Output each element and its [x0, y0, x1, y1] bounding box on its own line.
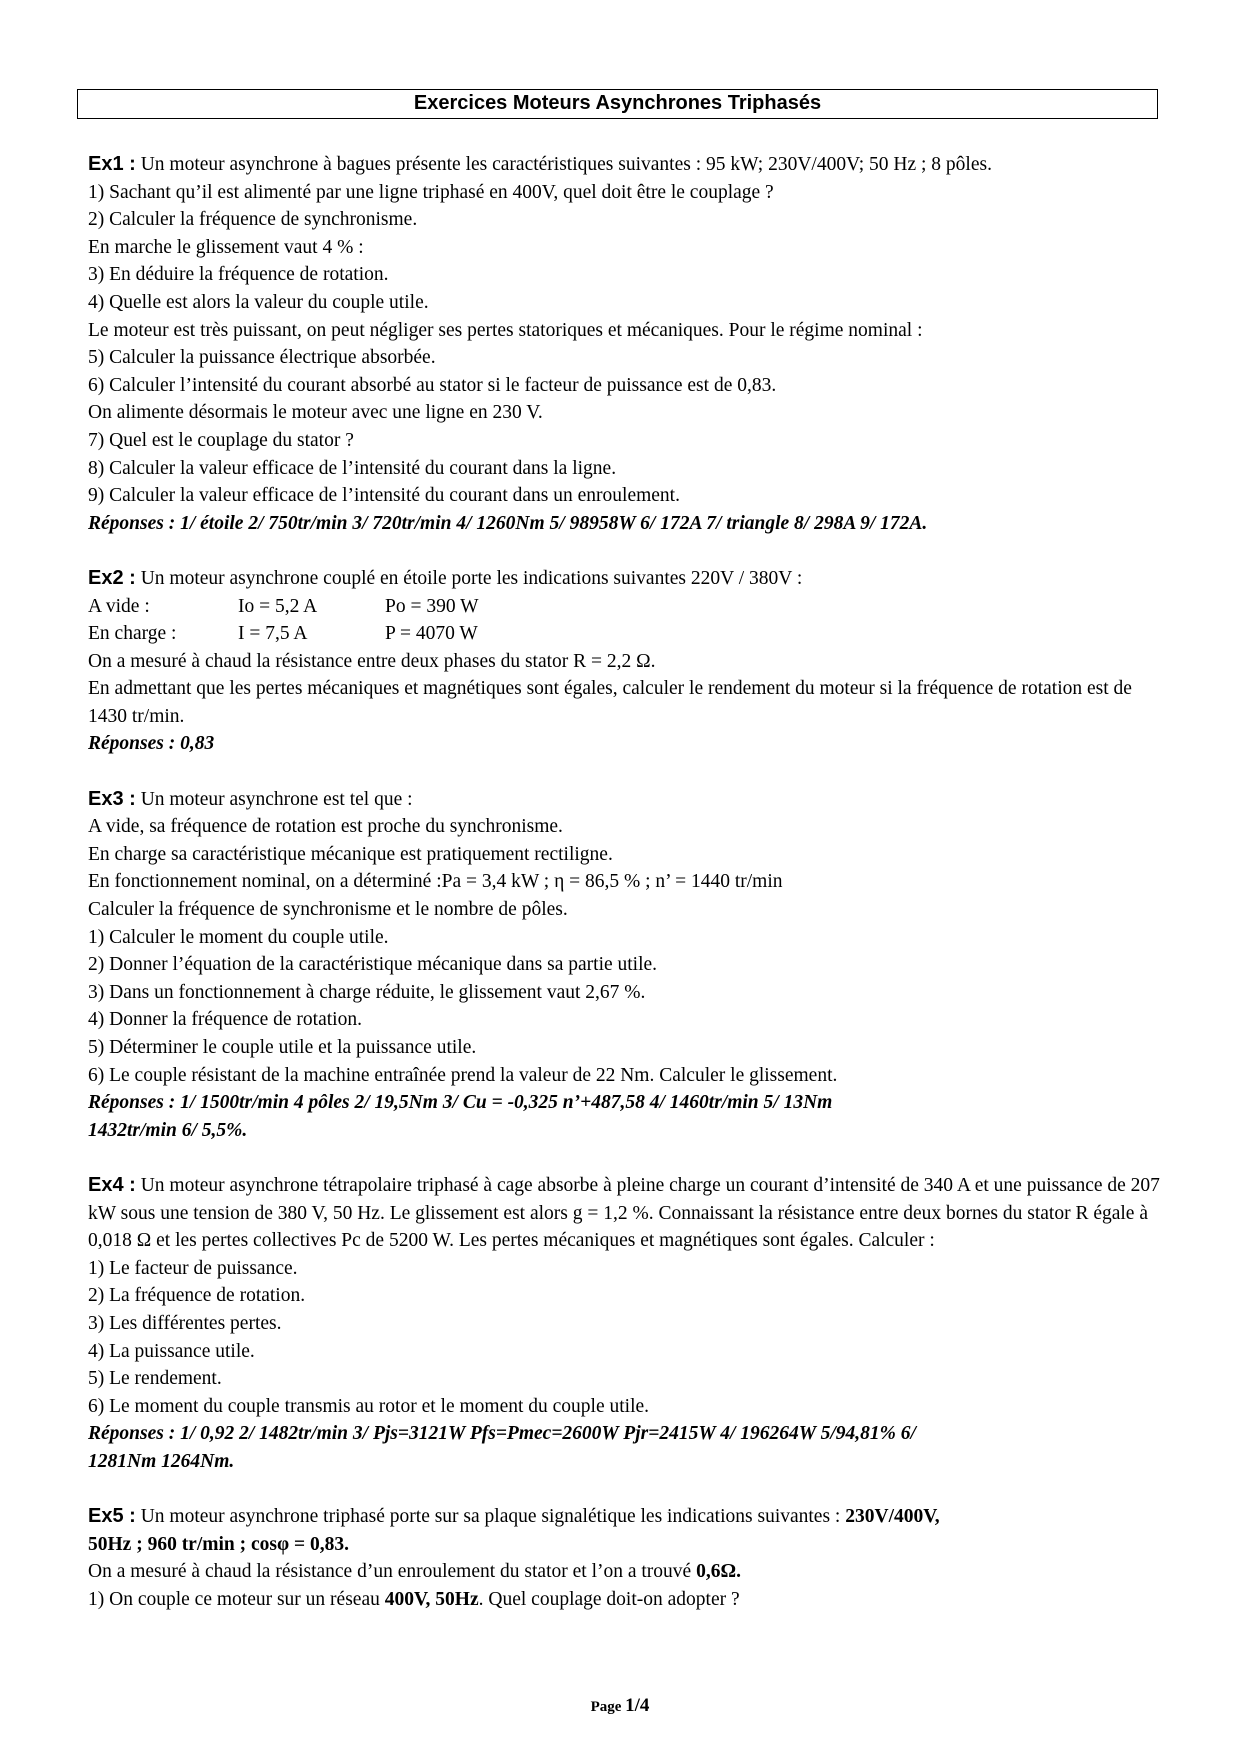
statement-text: En marche le glissement vaut 4 % :	[88, 236, 364, 258]
exercise-intro	[88, 151, 1163, 179]
exercise-1	[88, 151, 1163, 537]
answers: Réponses : 1/ 1500tr/min 4 pôles 2/ 19,5Nm 3/ Cu = -0,325 n’+487,58 4/ 1460tr/min 5/ 13Nm	[88, 1092, 833, 1114]
question-part: . Quel couplage doit-on adopter ?	[478, 1588, 740, 1610]
question-5: 5) Le rendement.	[88, 1368, 222, 1390]
row-label: A vide :	[88, 595, 150, 617]
question-5: 5) Calculer la puissance électrique absorbée.	[88, 347, 436, 369]
statement-text: En fonctionnement nominal, on a déterminé :Pa = 3,4 kW ; η = 86,5 % ; n’ = 1440 tr/min	[88, 871, 783, 893]
question-part: 1) On couple ce moteur sur un réseau	[88, 1588, 385, 1610]
exercise-2	[88, 565, 1163, 758]
measurement-row-load	[88, 620, 1163, 648]
intro-text: Un moteur asynchrone est tel que :	[135, 788, 413, 810]
question-2: 2) Donner l’équation de la caractéristique mécanique dans sa partie utile.	[88, 954, 658, 976]
power-value: Po = 390 W	[385, 595, 479, 617]
statement-text: Calculer la fréquence de synchronisme et le nombre de pôles.	[88, 899, 568, 921]
exercise-3	[88, 786, 1163, 1145]
exercise-5	[88, 1503, 1163, 1613]
statement-text	[88, 1558, 1163, 1586]
question-4: 4) La puissance utile.	[88, 1340, 255, 1362]
statement-text: En charge sa caractéristique mécanique est pratiquement rectiligne.	[88, 843, 613, 865]
page-count: 1/4	[625, 1695, 650, 1716]
nameplate-values	[88, 1531, 1163, 1559]
answers: Réponses : 1/ étoile 2/ 750tr/min 3/ 720tr/min 4/ 1260Nm 5/ 98958W 6/ 172A 7/ triangle 8/ 298A 9/ 172A.	[88, 512, 928, 534]
question-5: 5) Déterminer le couple utile et la puissance utile.	[88, 1037, 477, 1058]
question-2: 2) Calculer la fréquence de synchronisme.	[88, 209, 418, 231]
page-label: Page	[590, 1699, 626, 1715]
question-7: 7) Quel est le couplage du stator ?	[88, 429, 354, 451]
exercise-label: Ex3 :	[88, 787, 136, 810]
voltage-rating: 230V/400V,	[845, 1506, 940, 1528]
question-4: 4) Quelle est alors la valeur du couple utile.	[88, 291, 429, 313]
question-6: 6) Le moment du couple transmis au rotor et le moment du couple utile.	[88, 1395, 650, 1417]
resistance-value: 0,6Ω.	[696, 1561, 741, 1583]
intro-text: Un moteur asynchrone tétrapolaire triphasé à cage absorbe à pleine charge un courant d’intensité de 340 A et une puissance de 207 kW sous une tension de 380 V, 50 Hz. Le glissement est alors g = 1,2 %. Connaissant la résistance entre deux bornes du stator R égale à 0,018 Ω et les pertes collectives Pc de 5200 W. Les pertes mécaniques et magnétiques sont égales. Calculer :	[88, 1174, 1160, 1252]
row-label: En charge :	[88, 623, 177, 645]
page-number	[0, 1692, 1240, 1722]
intro-text: Un moteur asynchrone couplé en étoile porte les indications suivantes 220V / 380V :	[135, 567, 803, 589]
question-1: 1) Sachant qu’il est alimenté par une ligne triphasé en 400V, quel doit être le couplage ?	[88, 181, 774, 203]
statement-text: En admettant que les pertes mécaniques et magnétiques sont égales, calculer le rendement du moteur si la fréquence de rotation est de 1430 tr/min.	[88, 678, 1132, 727]
question-3: 3) Dans un fonctionnement à charge réduite, le glissement vaut 2,67 %.	[88, 981, 646, 1003]
current-value: I = 7,5 A	[238, 623, 308, 645]
question-1	[88, 1586, 1163, 1614]
question-6: 6) Le couple résistant de la machine entraînée prend la valeur de 22 Nm. Calculer le glissement.	[88, 1064, 838, 1086]
question-3: 3) Les différentes pertes.	[88, 1312, 282, 1334]
exercise-intro	[88, 1172, 1163, 1255]
exercise-list	[88, 151, 1163, 1613]
exercise-label: Ex4 :	[88, 1173, 136, 1196]
measurement-row-no-load	[88, 593, 1163, 621]
answers-continued: 1281Nm 1264Nm.	[88, 1450, 235, 1472]
intro-text: Un moteur asynchrone à bagues présente les caractéristiques suivantes : 95 kW; 230V/400V; 50 Hz ; 8 pôles.	[135, 154, 992, 175]
exercise-intro	[88, 786, 1163, 814]
answers-continued: 1432tr/min 6/ 5,5%.	[88, 1119, 248, 1141]
statement-text: Le moteur est très puissant, on peut négliger ses pertes statoriques et mécaniques. Pour le régime nominal :	[88, 319, 923, 341]
exercise-label: Ex1 :	[88, 153, 136, 175]
exercise-intro	[88, 1503, 1163, 1531]
question-2: 2) La fréquence de rotation.	[88, 1285, 306, 1307]
power-value: P = 4070 W	[385, 623, 478, 645]
statement-part: On a mesuré à chaud la résistance d’un enroulement du stator et l’on a trouvé	[88, 1561, 697, 1583]
current-value: Io = 5,2 A	[238, 595, 318, 617]
question-6: 6) Calculer l’intensité du courant absorbé au stator si le facteur de puissance est de 0,83.	[88, 374, 777, 396]
question-8: 8) Calculer la valeur efficace de l’intensité du courant dans la ligne.	[88, 457, 617, 479]
statement-text: A vide, sa fréquence de rotation est proche du synchronisme.	[88, 816, 563, 838]
answers: Réponses : 1/ 0,92 2/ 1482tr/min 3/ Pjs=3121W Pfs=Pmec=2600W Pjr=2415W 4/ 196264W 5/94,81% 6/	[88, 1423, 916, 1445]
question-4: 4) Donner la fréquence de rotation.	[88, 1009, 362, 1031]
exercise-label: Ex2 :	[88, 566, 136, 589]
question-9: 9) Calculer la valeur efficace de l’intensité du courant dans un enroulement.	[88, 485, 680, 507]
network-rating: 400V, 50Hz	[384, 1588, 479, 1610]
nameplate-text: 50Hz ; 960 tr/min ; cosφ = 0,83.	[88, 1533, 350, 1555]
exercise-label: Ex5 :	[88, 1505, 136, 1528]
question-1: 1) Calculer le moment du couple utile.	[88, 926, 389, 948]
answers: Réponses : 0,83	[88, 733, 215, 755]
question-3: 3) En déduire la fréquence de rotation.	[88, 264, 389, 286]
exercise-4	[88, 1172, 1163, 1476]
statement-text: On a mesuré à chaud la résistance entre deux phases du stator R = 2,2 Ω.	[88, 650, 656, 672]
exercise-intro	[88, 565, 1163, 593]
page-title: Exercices Moteurs Asynchrones Triphasés	[77, 89, 1158, 119]
intro-text: Un moteur asynchrone triphasé porte sur sa plaque signalétique les indications suivantes :	[135, 1506, 846, 1528]
statement-text: On alimente désormais le moteur avec une ligne en 230 V.	[88, 402, 543, 424]
question-1: 1) Le facteur de puissance.	[88, 1257, 298, 1279]
